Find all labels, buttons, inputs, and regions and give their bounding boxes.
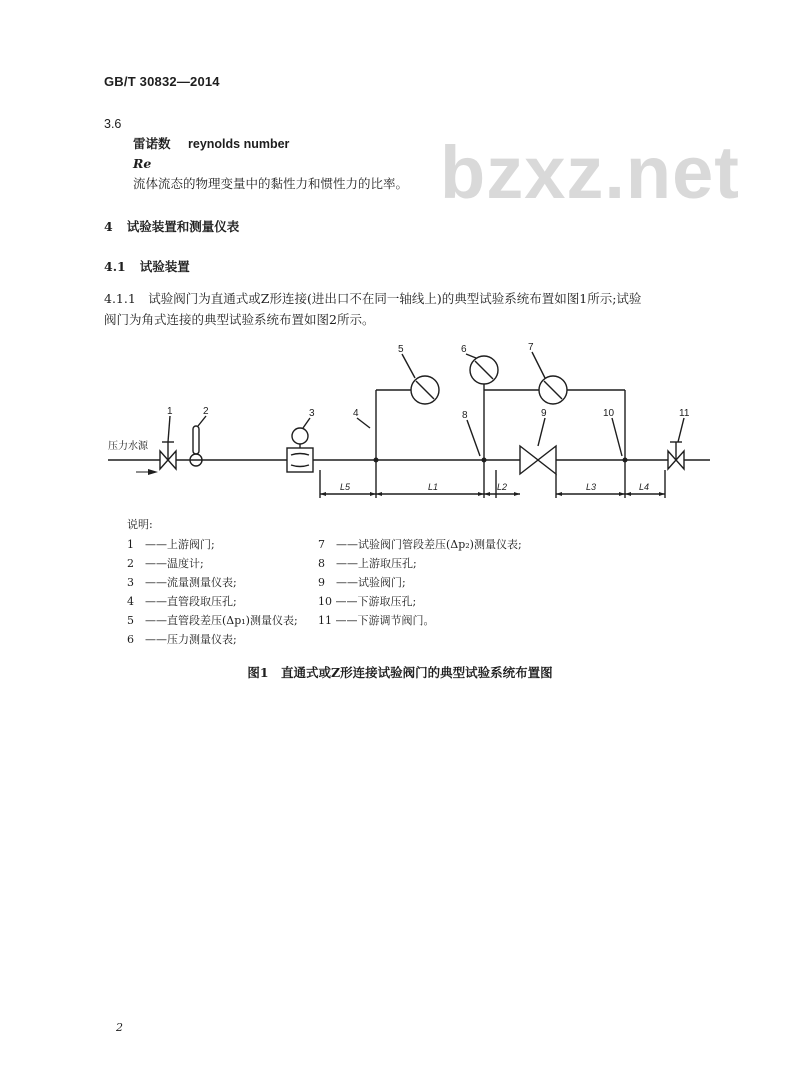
label-9: 9 — [541, 408, 547, 419]
test-valve-left — [520, 446, 538, 474]
label-10: 10 — [603, 408, 615, 419]
figure-caption: 图1 直通式或Z形连接试验阀门的典型试验系统布置图 — [247, 665, 553, 680]
label-3: 3 — [309, 408, 315, 419]
legend-item: 4 ——直管段取压孔; — [127, 595, 237, 608]
label-6: 6 — [461, 344, 467, 355]
source-label: 压力水源 — [108, 441, 148, 452]
label-1: 1 — [167, 406, 173, 417]
term-zh: 雷诺数 — [133, 136, 171, 151]
dim-l2: L2 — [497, 482, 508, 492]
section-4-1-number: 4.1 — [104, 259, 126, 274]
clause-number-3-6: 3.6 — [104, 117, 122, 131]
legend-title: 说明: — [127, 518, 153, 531]
legend-item: 7 ——试验阀门管段差压(Δp₂)测量仪表; — [318, 538, 522, 551]
section-4-1-title: 试验装置 — [139, 259, 190, 274]
legend-item: 6 ——压力测量仪表; — [127, 633, 237, 646]
term-definition: 流体流态的物理变量中的黏性力和惯性力的比率。 — [133, 176, 409, 191]
dim-l5: L5 — [340, 482, 351, 492]
page-number: 2 — [116, 1021, 123, 1034]
label-5: 5 — [398, 344, 404, 355]
legend-item: 10 ——下游取压孔; — [318, 595, 417, 608]
legend-item: 1 ——上游阀门; — [127, 538, 215, 551]
legend-item: 8 ——上游取压孔; — [318, 557, 417, 570]
upstream-valve-left — [160, 451, 168, 469]
label-8: 8 — [462, 410, 468, 421]
dim-l4: L4 — [639, 482, 650, 492]
legend-item: 3 ——流量测量仪表; — [127, 576, 237, 589]
legend-item: 9 ——试验阀门; — [318, 576, 406, 589]
legend-item: 2 ——温度计; — [127, 557, 204, 570]
label-7: 7 — [528, 342, 534, 353]
section-4-number: 4 — [104, 219, 113, 234]
flowmeter-body — [287, 448, 313, 472]
dim-l3: L3 — [586, 482, 597, 492]
test-system-diagram — [0, 0, 800, 520]
dim-l1: L1 — [428, 482, 439, 492]
label-2: 2 — [203, 406, 209, 417]
legend-item: 11 ——下游调节阀门。 — [318, 614, 435, 627]
legend-item: 5 ——直管段差压(Δp₁)测量仪表; — [127, 614, 298, 627]
term-symbol: Re — [133, 156, 152, 171]
watermark: bzxz.net — [440, 131, 740, 214]
label-4: 4 — [353, 408, 359, 419]
label-11: 11 — [679, 408, 690, 419]
section-4-title: 试验装置和测量仪表 — [126, 219, 240, 234]
term-en: reynolds number — [188, 137, 290, 151]
standard-number: GB/T 30832—2014 — [104, 74, 220, 89]
para-4-1-1-line2: 阀门为角式连接的典型试验系统布置如图2所示。 — [104, 312, 375, 327]
para-4-1-1-line1: 4.1.1 试验阀门为直通式或Z形连接(进出口不在同一轴线上)的典型试验系统布置如图1所示;试验 — [104, 291, 642, 306]
